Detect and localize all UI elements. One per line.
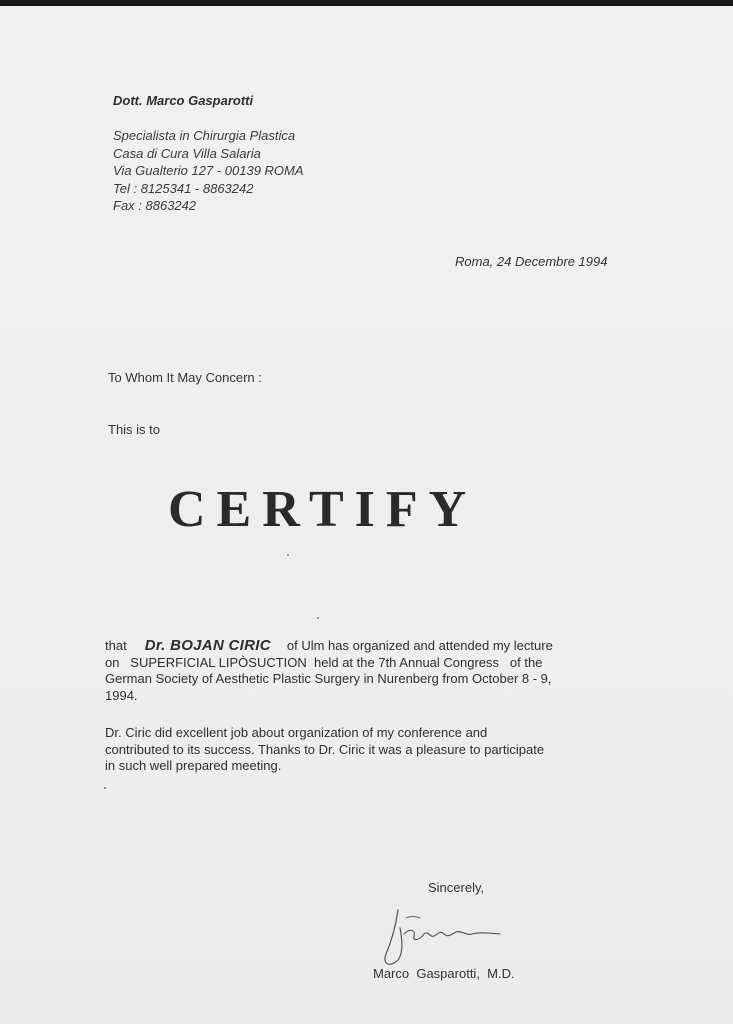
certify-heading: CERTIFY (168, 481, 478, 538)
letterhead-clinic: Casa di Cura Villa Salaria (113, 145, 261, 161)
paragraph-line (105, 638, 553, 655)
paragraph-line: in such well prepared meeting. (105, 758, 282, 773)
line-suffix: of Ulm has organized and attended my lecture (286, 638, 553, 653)
intro-text: This is to (108, 422, 161, 437)
scan-edge (0, 0, 733, 6)
certified-name: Dr. BOJAN CIRIC (144, 637, 271, 654)
paragraph-line: German Society of Aesthetic Plastic Surgery in Nurenberg from October 8 - 9, (105, 671, 552, 686)
praise-paragraph (105, 725, 544, 775)
scan-speck (287, 554, 289, 556)
letter-date: Roma, 24 Decembre 1994 (455, 254, 608, 269)
paragraph-line: Dr. Ciric did excellent job about organization of my conference and (105, 725, 488, 740)
certification-paragraph (105, 638, 553, 704)
signer-name: Marco Gasparotti, M.D. (373, 966, 515, 981)
salutation: To Whom It May Concern : (108, 370, 262, 385)
signature-image (376, 904, 516, 970)
paragraph-line: on SUPERFICIAL LIPÒSUCTION held at the 7th Annual Congress of the (105, 654, 543, 670)
letterhead-specialty: Specialista in Chirurgia Plastica (113, 128, 296, 143)
letterhead-address: Via Gualterio 127 - 00139 ROMA (113, 163, 304, 179)
closing: Sincerely, (428, 880, 485, 895)
scan-speck (317, 617, 319, 619)
scan-speck (104, 787, 106, 789)
letterhead-name: Dott. Marco Gasparotti (113, 93, 254, 108)
letterhead-phone: Tel : 8125341 - 8863242 (113, 180, 254, 196)
letterhead-details (113, 127, 304, 215)
letterhead-fax: Fax : 8863242 (113, 198, 197, 214)
paragraph-line: contributed to its success. Thanks to Dr. Ciric it was a pleasure to participate (105, 741, 545, 757)
line-prefix: that (105, 638, 127, 653)
paragraph-line: 1994. (105, 687, 138, 703)
